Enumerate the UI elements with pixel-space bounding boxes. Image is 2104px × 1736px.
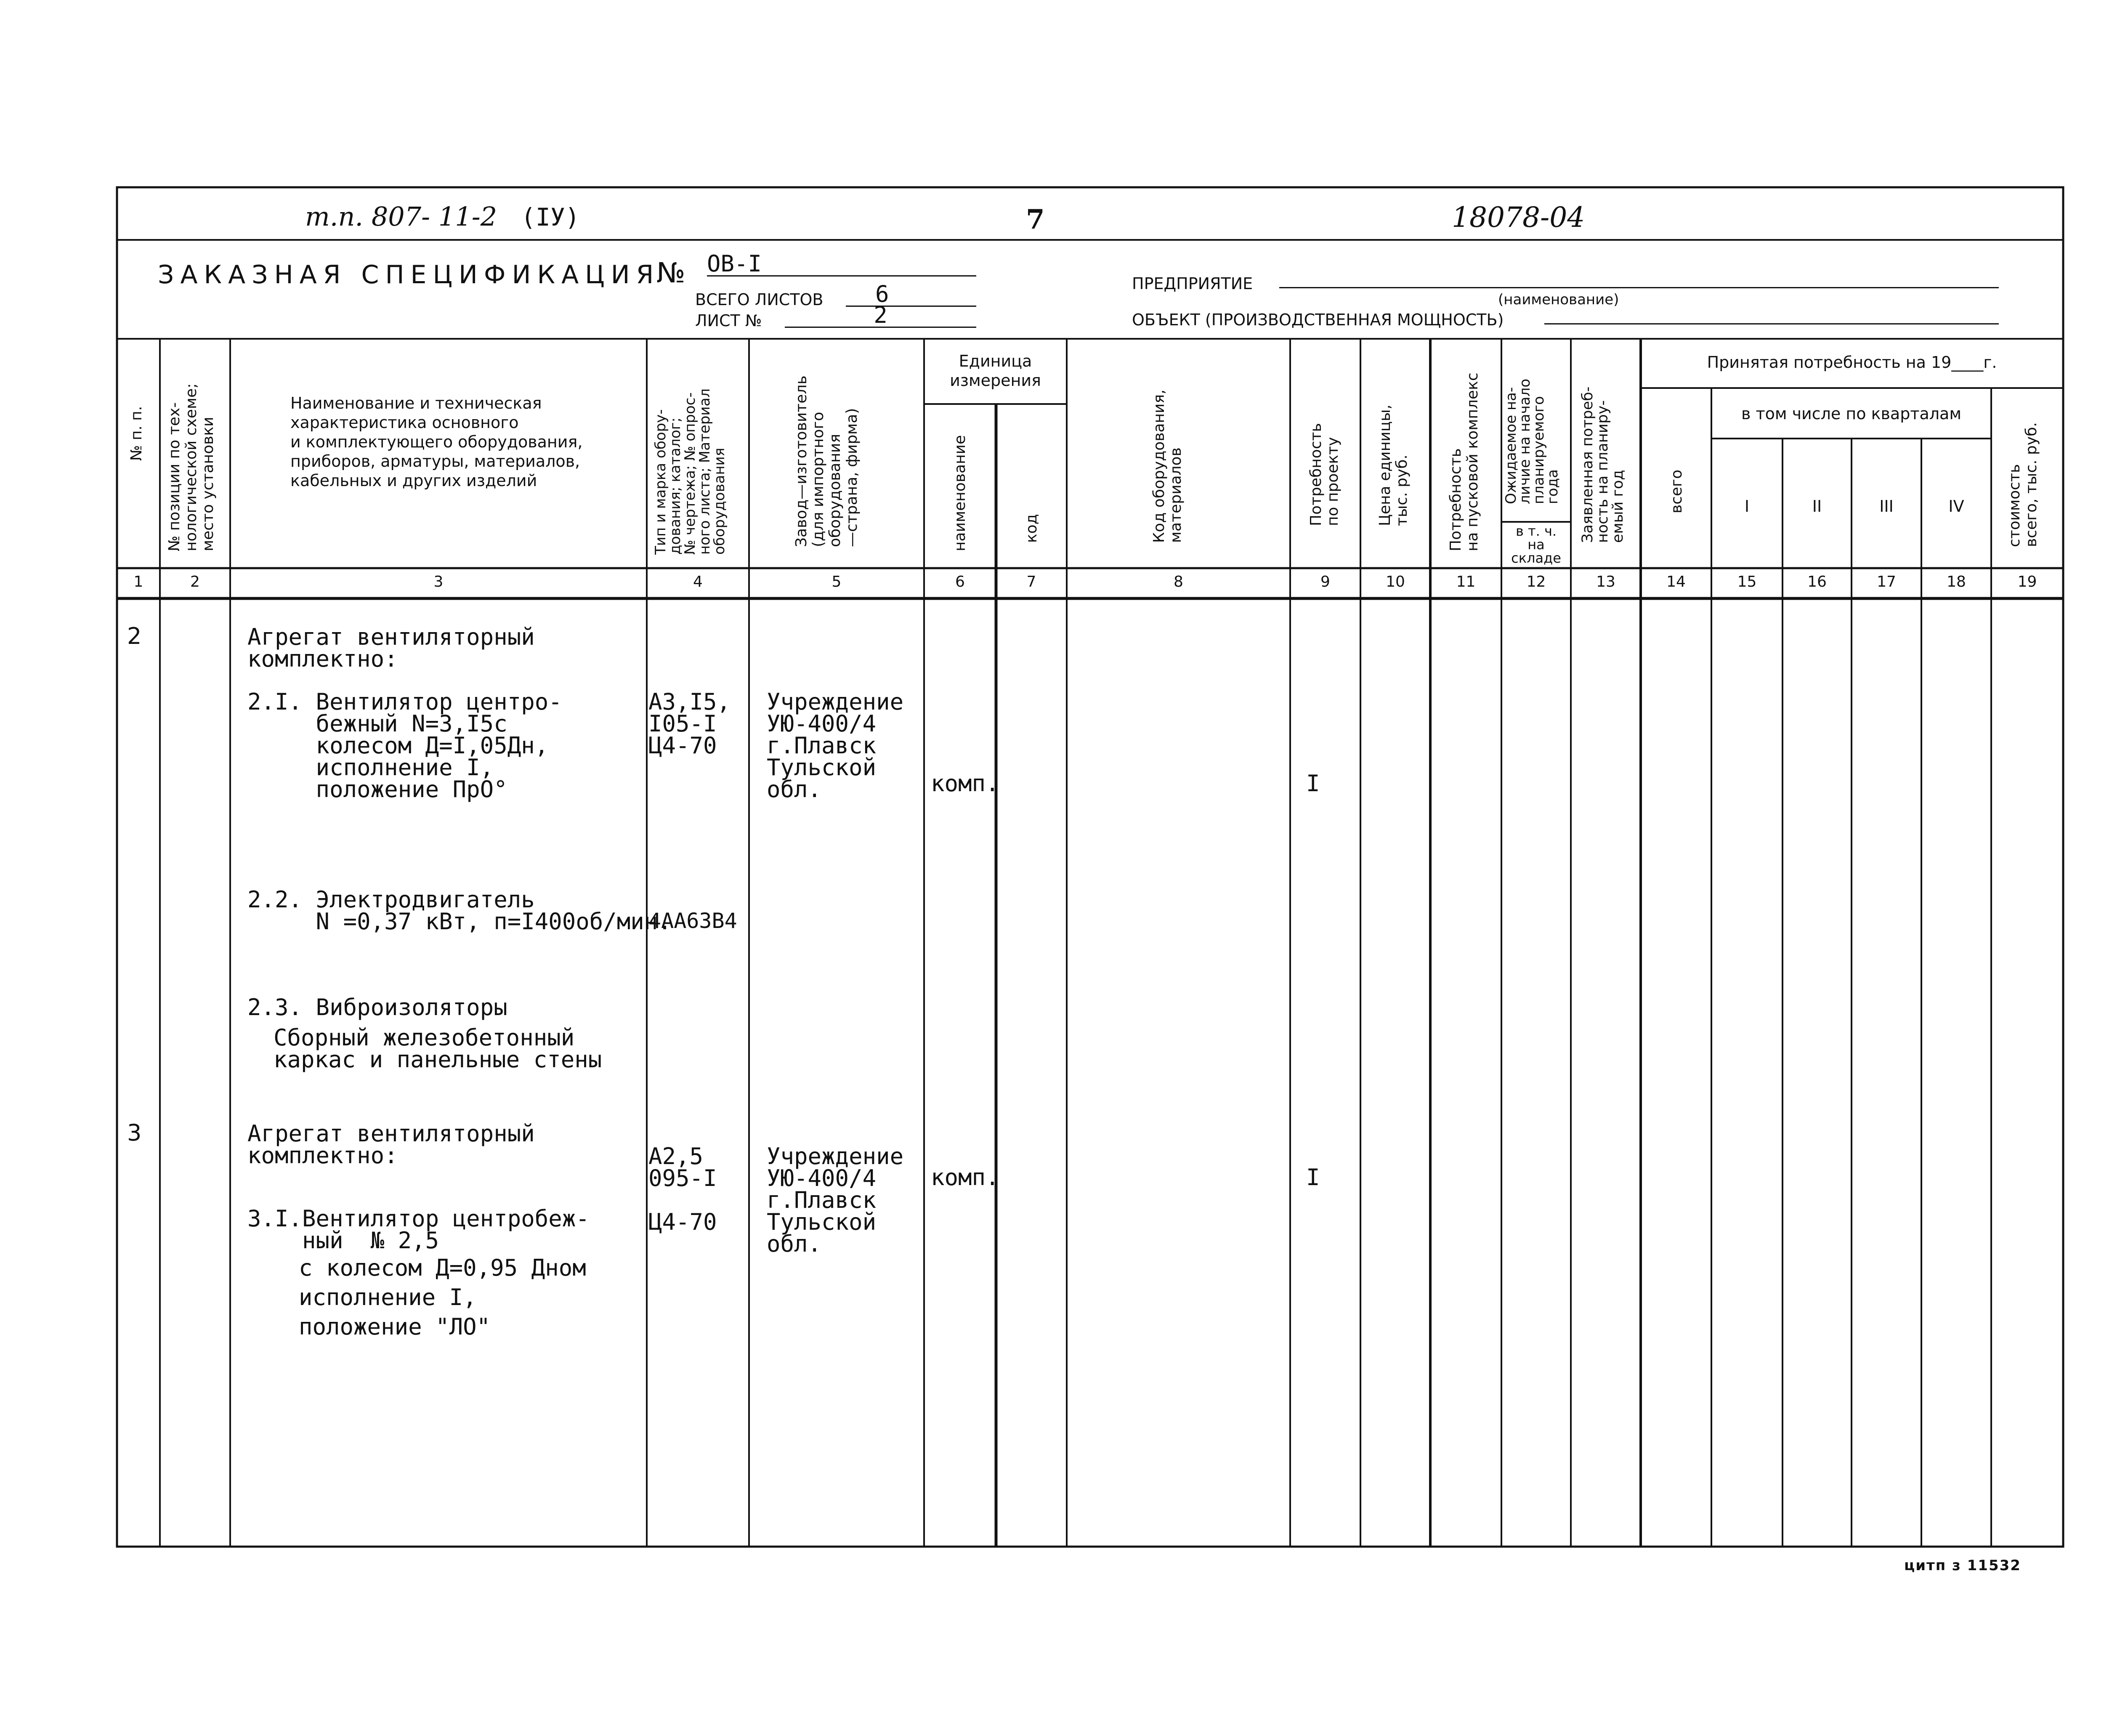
header-expected-stock: Ожидаемое на- личие на начало планируемого года: [1503, 378, 1561, 504]
subitem-quantity: I: [1306, 770, 1320, 797]
enterprise-field: [1279, 287, 1999, 288]
header-warehouse-line: складе: [1511, 550, 1561, 566]
column-number: 12: [1526, 573, 1546, 590]
row-number: 2: [127, 623, 142, 649]
header-quarter-2: II: [1812, 497, 1822, 516]
header-unit-code: код: [1023, 514, 1040, 543]
header-name-line: приборов, арматуры, материалов,: [290, 452, 580, 471]
spec-number: OB-I: [707, 250, 762, 277]
subitem-manufacturer: Учреждение УЮ-400/4 г.Плавск Тульской обл.: [767, 1143, 904, 1257]
header-startup-need: Потребность на пусковой комплекс: [1447, 372, 1481, 551]
total-sheets-value: 6: [875, 281, 889, 307]
column-number: 5: [832, 573, 842, 590]
column-number: 15: [1737, 573, 1757, 590]
column-number: 6: [955, 573, 965, 590]
header-position: № позиции по тех- нологической схеме; место установки: [166, 383, 217, 551]
header-in-warehouse: [1501, 524, 1571, 565]
header-total: всего: [1668, 469, 1685, 513]
subitem-name: 2.3. Виброизоляторы: [247, 994, 507, 1021]
sheet-number-value: 2: [874, 302, 887, 328]
column-number: 11: [1456, 573, 1476, 590]
subitem-name: 2.2. Электродвигатель N =0,37 кВт, п=I400об/мин.: [247, 886, 672, 935]
header-unit-group: [924, 351, 1067, 390]
column-number: 4: [693, 573, 703, 590]
header-manufacturer: Завод—изготовитель (для импортного оборудования —страна, фирма): [793, 375, 861, 547]
header-name-line: Наименование и техническая: [290, 394, 542, 412]
object-label: ОБЪЕКТ (ПРОИЗВОДСТВЕННАЯ МОЩНОСТЬ): [1132, 311, 1504, 329]
column-number: 19: [2017, 573, 2037, 590]
column-number: 17: [1877, 573, 1896, 590]
header-unit-name: наименование: [951, 435, 969, 551]
form-title: ЗАКАЗНАЯ СПЕЦИФИКАЦИЯ: [158, 260, 660, 290]
sheet-number-field: [785, 304, 976, 328]
subitem-type: 4AA63B4: [648, 909, 737, 933]
column-number: 13: [1596, 573, 1615, 590]
header-quarters-caption: в том числе по кварталам: [1741, 404, 1961, 423]
total-sheets-field: [846, 283, 976, 307]
subitem-unit: комп.: [931, 1164, 999, 1191]
subitem-quantity: I: [1306, 1164, 1320, 1191]
roman-code: (IУ): [521, 203, 580, 231]
subitem-name: 2.I. Вентилятор центро- бежный N=3,I5c колесом Д=I,05Дн, исполнение I, положение ПрО°: [247, 689, 562, 803]
subitem-type: A3,I5, I05-I Ц4-70: [648, 689, 731, 759]
header-unit-line: Единица: [959, 352, 1032, 370]
object-field: [1544, 323, 1999, 324]
project-code: т.п. 807- 11-2: [305, 201, 497, 232]
header-item-number: № п. п.: [128, 406, 145, 461]
header-declared-need: Заявленная потреб- ность на планиру- емый год: [1579, 386, 1626, 543]
row-name: Агрегат вентиляторный комплектно:: [247, 1120, 535, 1169]
header-name-line: и комплектующего оборудования,: [290, 433, 583, 451]
header-name-line: характеристика основного: [290, 413, 519, 432]
subitem-manufacturer: Учреждение УЮ-400/4 г.Плавск Тульской обл.: [767, 689, 904, 803]
number-sign: №: [656, 257, 685, 289]
header-quarter-1: I: [1744, 497, 1750, 516]
subitem-type: A2,5 095-I Ц4-70: [648, 1143, 717, 1235]
column-number: 8: [1174, 573, 1183, 590]
header-unit-line: измерения: [950, 371, 1041, 390]
document-number: 18078-04: [1452, 201, 1585, 234]
subitem-note: Сборный железобетонный каркас и панельные стены: [274, 1024, 602, 1073]
header-quarter-4: IV: [1948, 497, 1964, 516]
header-cost: стоимость всего, тыс. руб.: [2006, 422, 2040, 547]
header-quarter-3: III: [1879, 497, 1894, 516]
subitem-details: с колесом Д=0,95 Дном исполнение I, положение "ЛО": [299, 1255, 586, 1340]
header-warehouse-line: в т. ч.: [1515, 523, 1557, 539]
sheet-mark: 7: [1026, 204, 1045, 235]
sheet-number-label: ЛИСТ №: [695, 311, 762, 330]
column-number: 3: [433, 573, 444, 590]
header-warehouse-line: на: [1528, 537, 1545, 553]
subitem-name: 3.I.Вентилятор центробеж- ный № 2,5: [247, 1205, 590, 1254]
header-type-brand: Тип и марка обору- дования; каталог; № чертежа; № опрос- ного листа; Материал оборудования: [652, 388, 728, 555]
header-name: [290, 393, 582, 490]
header-equipment-code: Код оборудования, материалов: [1150, 389, 1185, 543]
column-number: 9: [1320, 573, 1330, 590]
header-accepted-need: Принятая потребность на 19____г.: [1707, 353, 1997, 372]
header-name-line: кабельных и других изделий: [290, 471, 537, 490]
column-number: 16: [1807, 573, 1827, 590]
row-name: Агрегат вентиляторный комплектно:: [247, 624, 535, 672]
header-unit-price: Цена единицы, тыс. руб.: [1376, 404, 1411, 526]
enterprise-label: ПРЕДПРИЯТИЕ: [1132, 274, 1253, 293]
enterprise-caption: (наименование): [1498, 291, 1619, 308]
header-project-need: Потребность по проекту: [1307, 423, 1342, 526]
column-number: 18: [1947, 573, 1966, 590]
print-code: цитп з 11532: [1904, 1557, 2021, 1574]
total-sheets-label: ВСЕГО ЛИСТОВ: [695, 290, 824, 309]
column-number: 7: [1026, 573, 1036, 590]
subitem-unit: комп.: [931, 770, 999, 797]
column-number: 14: [1666, 573, 1686, 590]
column-number: 1: [133, 573, 143, 590]
spec-number-field: [707, 250, 976, 277]
column-number: 10: [1386, 573, 1405, 590]
column-number: 2: [190, 573, 200, 590]
row-number: 3: [127, 1119, 142, 1146]
